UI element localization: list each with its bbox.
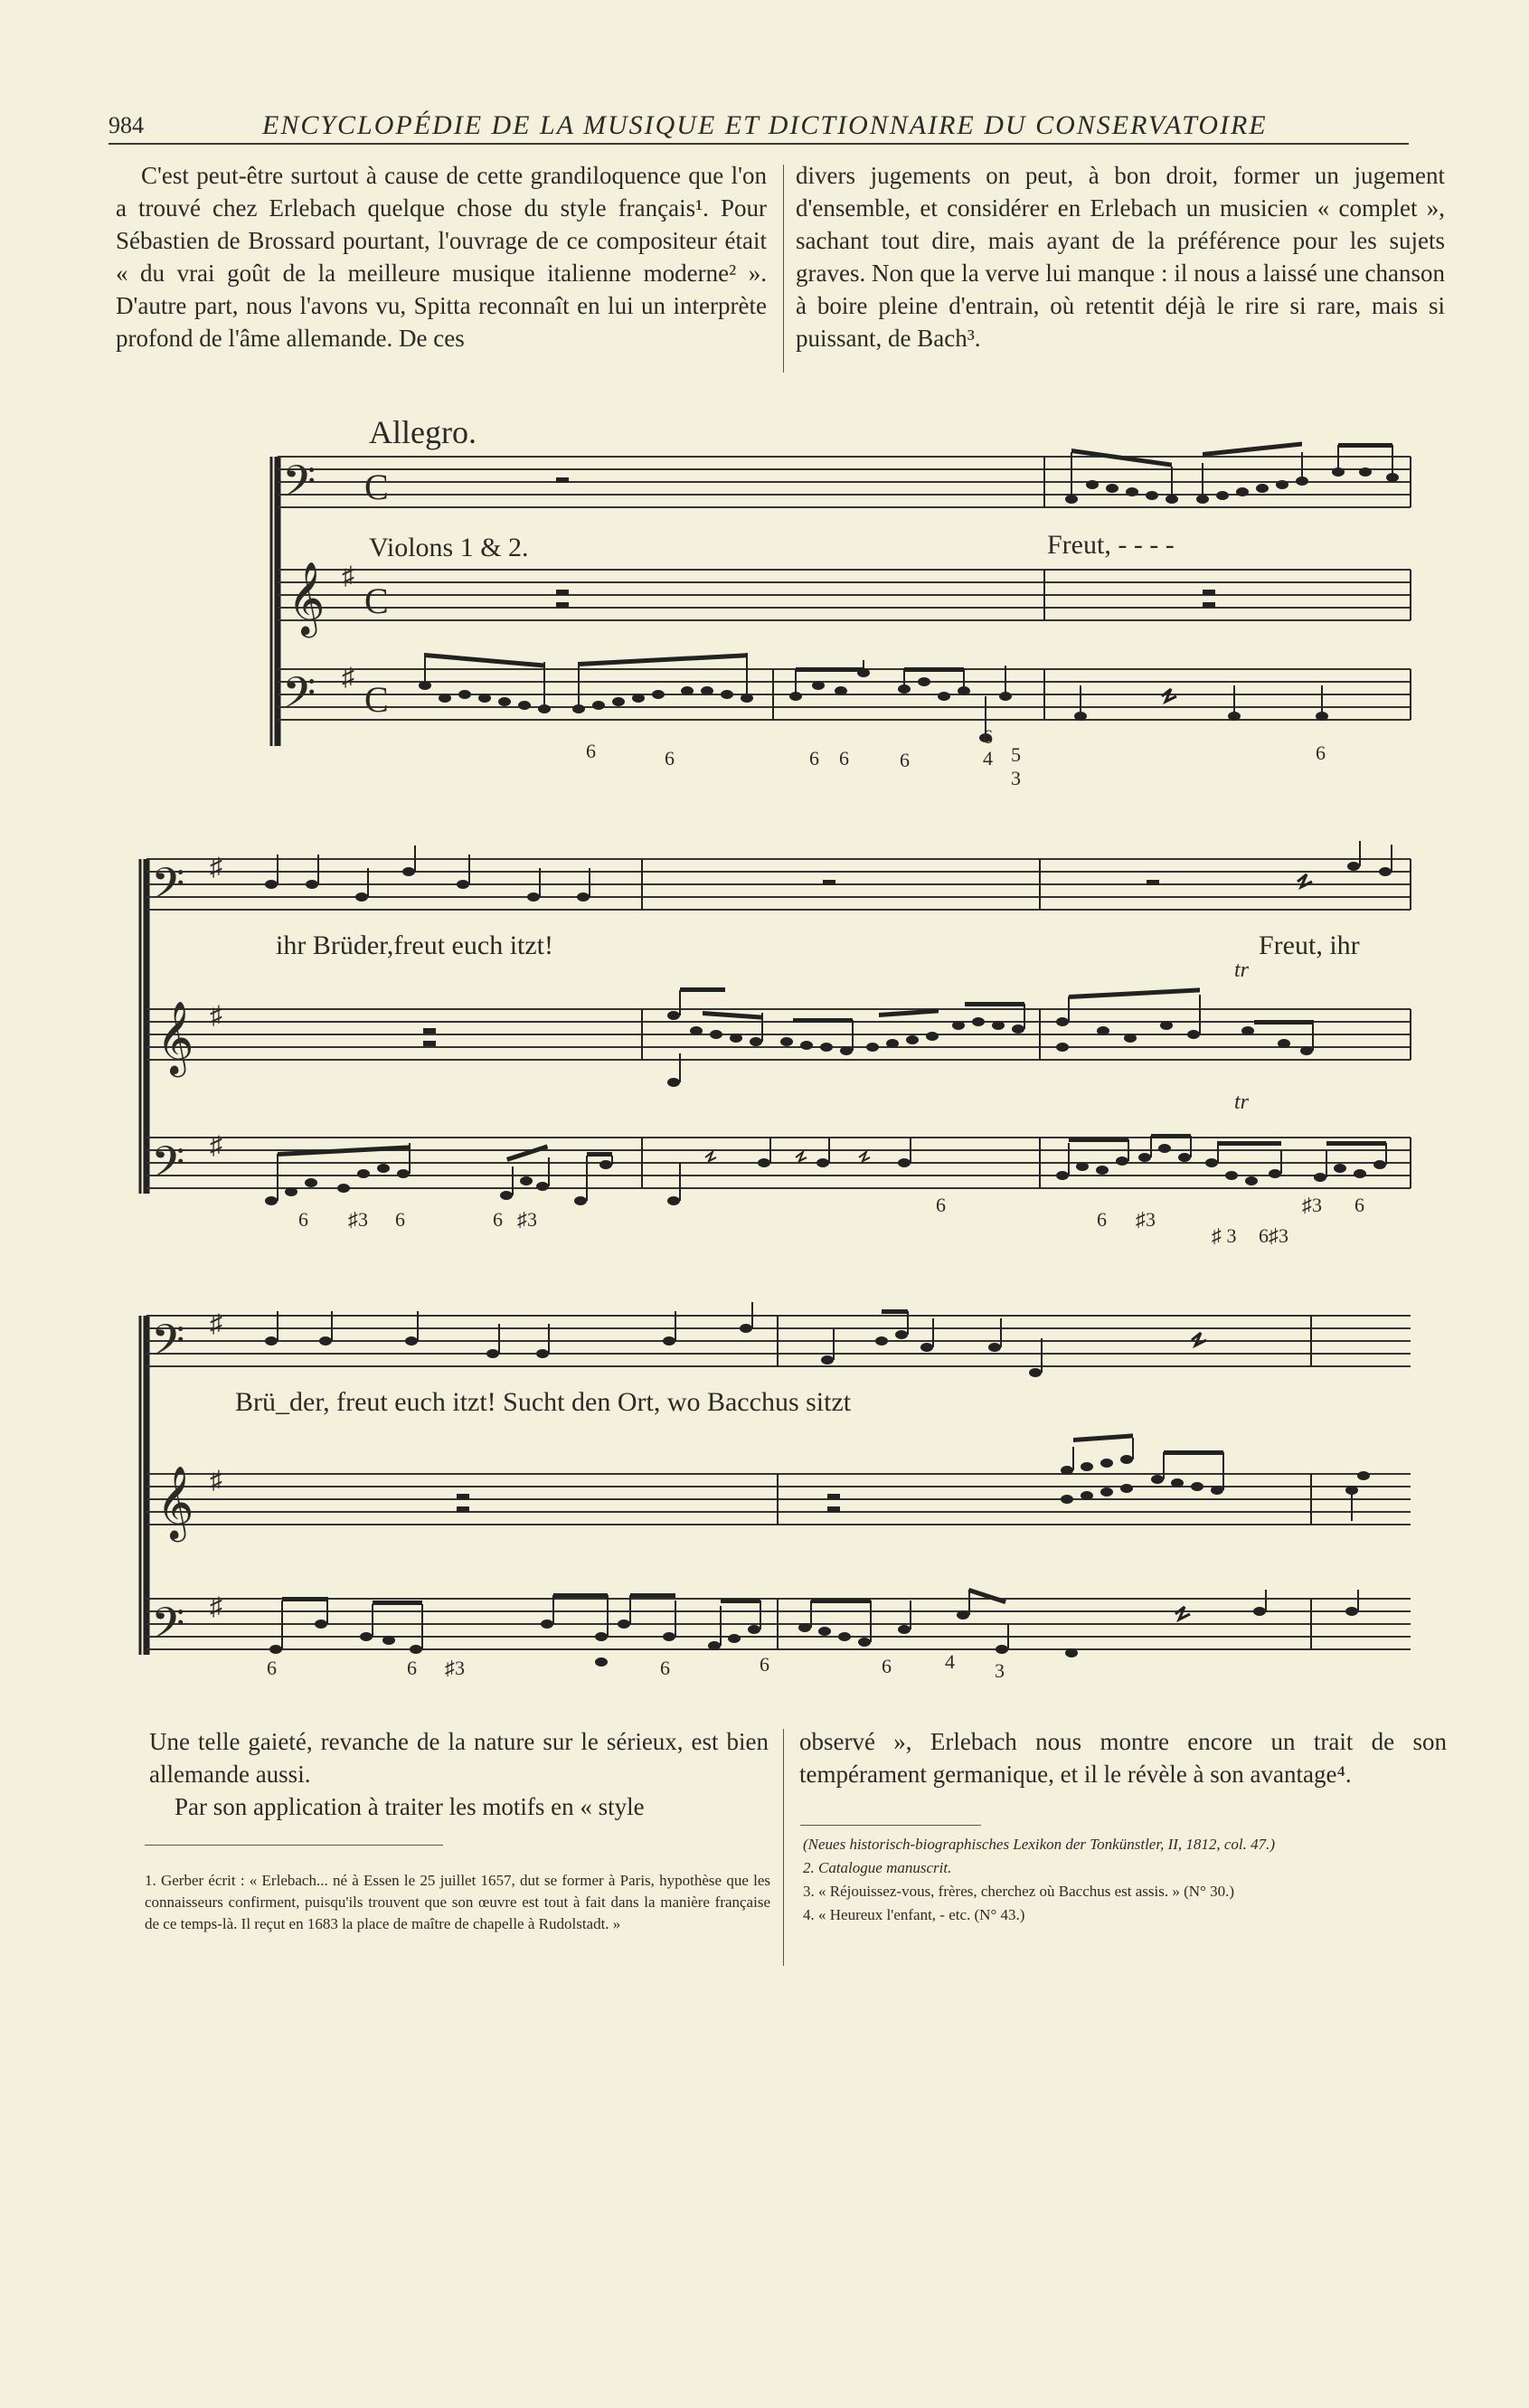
figured-bass: 6 — [1354, 1194, 1364, 1216]
column-divider — [783, 165, 784, 373]
figured-bass: 6 — [407, 1657, 417, 1679]
figured-bass: 6 — [760, 1653, 769, 1676]
figured-bass: ♯3 — [445, 1657, 465, 1679]
bass-clef: 𝄢 — [282, 458, 316, 516]
figured-bass: 6 — [267, 1657, 277, 1679]
time-signature: C — [364, 467, 389, 507]
figured-bass: 6 — [839, 747, 849, 770]
key-signature-sharp: ♯ — [342, 664, 354, 692]
violins-label: Violons 1 & 2. — [369, 533, 529, 562]
paragraph: Une telle gaieté, revanche de la nature sur le sérieux, est bien allemande aussi. — [149, 1728, 769, 1788]
figured-bass: 6 — [395, 1208, 405, 1231]
tempo-marking: Allegro. — [369, 414, 477, 450]
footnote: 1. Gerber écrit : « Erlebach... né à Essen le 25 juillet 1657, dut se former à Paris, hypothèse que les connaisseurs confirment, puisqu'ils trouvent que son œuvre est tout à fait dans la manière française de ce temps-là. Il reçut en 1683 la place de maître de chapelle à Rudolstadt. » — [145, 1872, 770, 1932]
treble-clef: 𝄞 — [156, 1004, 194, 1073]
bass-clef: 𝄢 — [151, 1600, 185, 1658]
footnotes-right — [803, 1834, 1449, 1928]
trill-marking: tr — [1234, 1091, 1250, 1114]
figured-bass: 6 — [493, 1208, 503, 1231]
lyric: Brü_der, freut euch itzt! Sucht den Ort, wo Bacchus sitzt — [235, 1387, 852, 1417]
figured-bass: 6 — [936, 1194, 946, 1216]
time-signature: C — [364, 581, 389, 621]
figured-bass: 6 — [983, 725, 993, 748]
paragraph: Par son application à traiter les motifs en « style — [175, 1793, 645, 1820]
lyric: Freut, ihr — [1259, 930, 1360, 960]
time-signature: C — [364, 679, 389, 720]
figured-bass: 6 — [809, 747, 819, 770]
lyric: ihr Brüder,freut euch itzt! — [276, 930, 554, 960]
page-header — [109, 107, 1409, 145]
bass-clef: 𝄢 — [151, 1138, 185, 1197]
figured-bass: 6 — [900, 749, 910, 771]
footnote-rule — [145, 1845, 443, 1846]
figured-bass: ♯3 — [348, 1208, 368, 1231]
figured-bass: ♯3 — [1136, 1208, 1156, 1231]
key-signature-sharp: ♯ — [210, 1467, 222, 1495]
trill-marking: tr — [1234, 958, 1250, 982]
page-number: 984 — [109, 112, 144, 138]
score-system-3 — [140, 1302, 1411, 1682]
music-score — [0, 398, 1529, 1682]
figured-bass: ♯ 3 — [1212, 1224, 1237, 1247]
footnote: 3. « Réjouissez-vous, frères, cherchez où Bacchus est assis. » (N° 30.) — [803, 1883, 1234, 1900]
key-signature-sharp: ♯ — [210, 854, 222, 882]
treble-clef: 𝄞 — [156, 1468, 194, 1538]
figured-bass: 6 — [298, 1208, 308, 1231]
key-signature-sharp: ♯ — [210, 1593, 222, 1621]
footnote-rule — [800, 1825, 981, 1826]
figured-bass: 6 — [660, 1657, 670, 1679]
bass-clef: 𝄢 — [151, 860, 185, 919]
figured-bass: 6 — [882, 1655, 892, 1677]
paragraph: divers jugements on peut, à bon droit, former un jugement d'ensemble, et considérer en Erlebach un musicien « complet », sachant tout dire, mais ayant de la préférence pour les sujets graves. Non que la verve lui manque : il nous a laissé une chanson à boire pleine d'entrain, où retentit déjà le rire si rare, mais si puissant, de Bach³. — [796, 162, 1445, 352]
key-signature-sharp: ♯ — [210, 1132, 222, 1160]
figured-bass: 6 — [586, 740, 596, 762]
figured-bass: 6 — [1316, 741, 1326, 764]
figured-bass: 4 — [983, 747, 993, 770]
figured-bass: 3 — [995, 1659, 1005, 1682]
bass-clef: 𝄢 — [151, 1317, 185, 1375]
figured-bass: 3 — [1011, 767, 1021, 789]
paragraph: C'est peut-être surtout à cause de cette grandiloquence que l'on a trouvé chez Erlebach quelque chose du style français¹. Pour Sébastien de Brossard pourtant, l'ouvrage de ce compositeur était « du vrai goût de la meilleure musique italienne moderne² ». D'autre part, nous l'avons vu, Spitta reconnaît en lui un interprète profond de l'âme allemande. De ces — [116, 162, 767, 352]
key-signature-sharp: ♯ — [210, 1310, 222, 1338]
top-text-left — [116, 159, 767, 354]
footnotes-left — [145, 1870, 770, 1937]
column-divider — [783, 1729, 784, 1966]
score-system-1 — [271, 414, 1411, 789]
bottom-text-left — [149, 1725, 769, 1823]
running-title: ENCYCLOPÉDIE DE LA MUSIQUE ET DICTIONNAIRE DU CONSERVATOIRE — [262, 110, 1268, 140]
score-system-2 — [140, 841, 1411, 1247]
footnote: 4. « Heureux l'enfant, - etc. (N° 43.) — [803, 1906, 1025, 1923]
figured-bass: 6 — [665, 747, 675, 770]
figured-bass: 6 — [1097, 1208, 1107, 1231]
treble-clef: 𝄞 — [288, 564, 326, 634]
figured-bass: 4 — [945, 1650, 955, 1673]
key-signature-sharp: ♯ — [210, 1002, 222, 1030]
figured-bass: ♯3 — [1302, 1194, 1322, 1216]
footnote: 2. Catalogue manuscrit. — [803, 1859, 952, 1876]
figured-bass: 5 — [1011, 743, 1021, 766]
lyric: Freut, - - - - — [1047, 530, 1175, 560]
bottom-text-right — [799, 1725, 1447, 1790]
key-signature-sharp: ♯ — [342, 562, 354, 590]
figured-bass: 6♯3 — [1259, 1224, 1288, 1247]
paragraph: observé », Erlebach nous montre encore un trait de son tempérament germanique, et il le révèle à son avantage⁴. — [799, 1728, 1447, 1788]
footnote: (Neues historisch-biographisches Lexikon der Tonkünstler, II, 1812, col. 47.) — [803, 1836, 1276, 1853]
figured-bass: ♯3 — [517, 1208, 537, 1231]
top-text-right — [796, 159, 1445, 354]
bass-clef: 𝄢 — [282, 669, 316, 728]
